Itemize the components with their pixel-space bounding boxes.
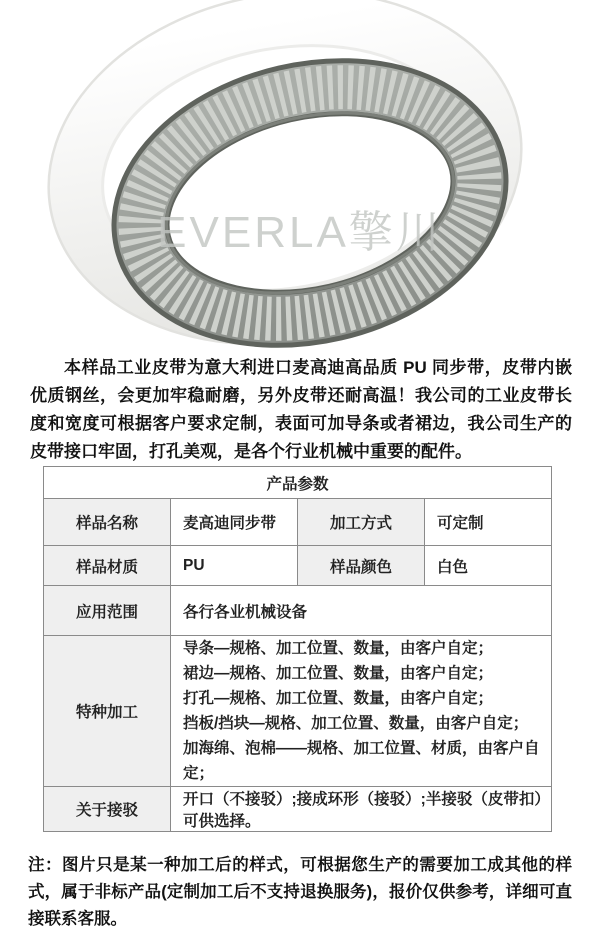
- watermark-text: EVERLA擎川: [157, 208, 443, 257]
- param-value-sample-material: PU: [171, 546, 298, 586]
- param-label-sample-color: 样品颜色: [298, 546, 425, 586]
- param-label-processing-method: 加工方式: [298, 499, 425, 546]
- param-value-sample-color: 白色: [425, 546, 552, 586]
- special-processing-line-3: 打孔—规格、加工位置、数量，由客户自定；: [183, 690, 494, 707]
- table-row-material: [44, 546, 552, 586]
- param-label-sample-name: 样品名称: [44, 499, 171, 546]
- table-row-name: [44, 499, 552, 546]
- product-photo: [0, 0, 600, 348]
- param-value-special-processing: [171, 636, 552, 787]
- inner-gray-toothed-belt: [117, 55, 503, 348]
- param-label-sample-material: 样品材质: [44, 546, 171, 586]
- product-parameters-table: [43, 466, 552, 832]
- product-description: 本样品工业皮带为意大利进口麦高迪高品质 PU 同步带，皮带内嵌优质钢丝，会更加牢稳耐磨，另外皮带还耐高温！我公司的工业皮带长度和宽度可根据客户要求定制，表面可加导条或者裙边，我公司生产的皮带接口牢固，打孔美观，是各个行业机械中重要的配件。: [30, 358, 572, 461]
- param-value-application-scope: 各行各业机械设备: [171, 586, 552, 636]
- table-row-splicing: [44, 787, 552, 832]
- param-label-special-processing: 特种加工: [44, 636, 171, 787]
- param-value-about-splicing: 开口（不接驳）;接成环形（接驳）;半接驳（皮带扣）可供选择。: [171, 787, 552, 832]
- footnote-text: 注：图片只是某一种加工后的样式，可根据您生产的需要加工成其他的样式，属于非标产品(定制加工后不支持退换服务)，报价仅供参考，详细可直接联系客服。: [28, 856, 572, 928]
- special-processing-line-2: 裙边—规格、加工位置、数量，由客户自定；: [183, 665, 494, 682]
- timing-belt-illustration: [0, 0, 600, 348]
- param-value-sample-name: 麦高迪同步带: [171, 499, 298, 546]
- special-processing-line-4: 挡板/挡块—规格、加工位置、数量，由客户自定；: [183, 715, 529, 732]
- table-title: 产品参数: [44, 467, 552, 499]
- param-label-application-scope: 应用范围: [44, 586, 171, 636]
- table-row-special-processing: [44, 636, 552, 787]
- table-title-row: [44, 467, 552, 499]
- special-processing-line-1: 导条—规格、加工位置、数量，由客户自定；: [183, 640, 494, 657]
- table-row-application: [44, 586, 552, 636]
- param-label-about-splicing: 关于接驳: [44, 787, 171, 832]
- param-value-processing-method: 可定制: [425, 499, 552, 546]
- special-processing-line-5: 加海绵、泡棉——规格、加工位置、材质，由客户自定；: [183, 740, 540, 782]
